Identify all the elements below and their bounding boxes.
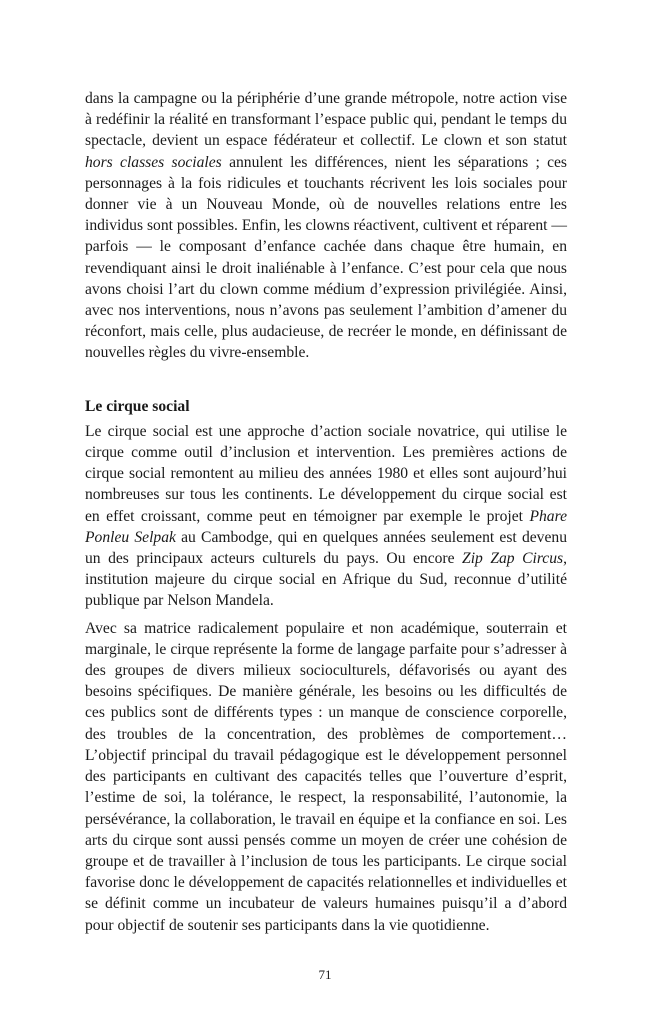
paragraph-cirque-text-b: au Cambodge, qui en quelques années seulement est devenu un des principaux acteurs culturels du pays. Ou encore xyxy=(85,528,567,568)
paragraph-intro-text-a: dans la campagne ou la périphérie d’une grande métropole, notre action vise à redéfinir la réalité en transformant l’espace public qui, pendant le temps du spectacle, devient un espace fédérateur et collectif. Le clown et son statut xyxy=(85,90,567,150)
paragraph-cirque-emphasis-phare: Phare Ponleu Selpak xyxy=(85,507,567,546)
paragraph-intro-text-b: annulent les différences, nient les séparations ; ces personnages à la fois ridicules et touchants récrivent les lois sociales pour donner vie à un Nouveau Monde, où de nouvelles relations entre les individus sont possibles. Enfin, les clowns réactivent, cultivent et réparent — parfois — le composant d’enfance cachée dans chaque être humain, en revendiquant ainsi le droit inaliénable à l’enfance. C’est pour cela que nous avons choisi l’art du clown comme médium d’expression privilégiée. Ainsi, avec nos interventions, nous n’avons pas seulement l’ambition d’amener du réconfort, mais celle, plus audacieuse, de recréer le monde, en définissant de nouvelles règles du vivre-ensemble. xyxy=(85,153,568,362)
paragraph-cirque-emphasis-zipzap: Zip Zap Circus xyxy=(462,550,564,568)
page-number: 71 xyxy=(318,967,332,982)
paragraph-intro-emphasis: hors classes sociales xyxy=(85,153,222,171)
section-heading: Le cirque social xyxy=(85,397,190,415)
paragraph-intro xyxy=(85,88,567,364)
paragraph-cirque-text-a: Le cirque social est une approche d’action sociale novatrice, qui utilise le cirque comme outil d’inclusion et intervention. Les premières actions de cirque social remontent au milieu des années 1980 et elles sont aujourd’hui nombreuses sur tous les continents. Le développement du cirque social est en effet croissant, comme peut en témoigner par exemple le projet xyxy=(85,422,567,525)
paragraph-cirque-text-c: , institution majeure du cirque social en Afrique du Sud, reconnue d’utilité publique par Nelson Mandela. xyxy=(85,550,567,610)
page-body xyxy=(85,88,567,936)
paragraph-matrice: Avec sa matrice radicalement populaire et non académique, souterrain et marginale, le cirque représente la forme de langage parfaite pour s’adresser à des groupes de divers milieux socioculturels, défavorisés ou ayant des besoins spécifiques. De manière générale, les besoins ou les difficultés de ces publics sont de différents types : un manque de conscience corporelle, des troubles de la concentration, des problèmes de comportement… L’objectif principal du travail pédagogique est le développement personnel des participants en cultivant des capacités telles que l’ouverture d’esprit, l’estime de soi, la tolérance, le respect, la responsabilité, l’autonomie, la persévérance, la collaboration, le travail en équipe et la confiance en soi. Les arts du cirque sont aussi pensés comme un moyen de créer une cohésion de groupe et de travailler à l’inclusion de tous les participants. Le cirque social favorise donc le développement de capacités relationnelles et individuelles et se définit comme un incubateur de valeurs humaines puisqu’il a d’abord pour objectif de soutenir ses participants dans la vie quotidienne. xyxy=(85,619,567,934)
paragraph-cirque-social xyxy=(85,421,567,612)
